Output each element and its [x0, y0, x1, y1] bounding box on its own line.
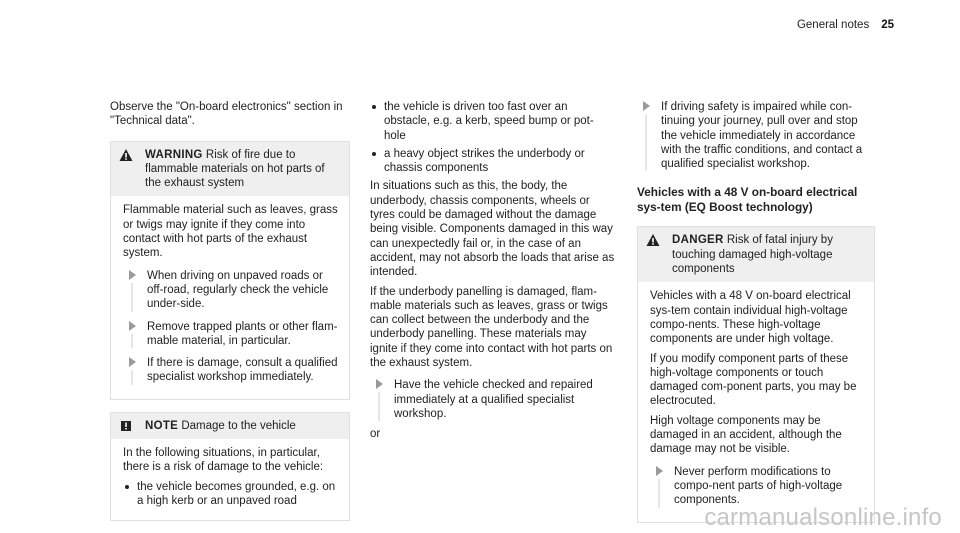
- paragraph: Vehicles with a 48 V on-board electrical sys-tem contain individual high-voltage compo-nents. These high-voltage components are under high voltage.: [650, 290, 851, 346]
- note-box: [110, 412, 350, 521]
- watermark: carmanualsonline.info: [704, 503, 942, 531]
- danger-title: Risk of fatal injury by touching damaged high-voltage components: [672, 234, 833, 276]
- note-title: Damage to the vehicle: [181, 419, 296, 432]
- paragraph: High voltage components may be damaged in an accident, although the damage may not be visible.: [650, 414, 842, 456]
- page-header: [797, 18, 894, 32]
- danger-keyword: DANGER: [672, 234, 724, 247]
- warning-text: Flammable material such as leaves, grass or twigs may ignite if they come into contact with hot parts of the exhaust system.: [123, 204, 338, 260]
- page-header-title: General notes: [796, 19, 870, 31]
- column-1: [110, 100, 350, 521]
- arrow-right-icon: [376, 379, 383, 389]
- danger-box: [637, 226, 875, 522]
- intro-text: Observe the "On-board electronics" section in "Technical data".: [110, 101, 343, 128]
- arrow-right-icon: [129, 270, 136, 280]
- paragraph: If the underbody panelling is damaged, flam-mable materials such as leaves, grass or twigs can collect between the underbody and the underbody panelling. These materials may ignite if they come into contact with hot parts on the exhaust system.: [370, 285, 613, 370]
- column-2: [370, 100, 615, 447]
- instruction-step: [370, 378, 615, 421]
- list-item: [370, 100, 615, 143]
- note-text: In the following situations, in particular, there is a risk of damage to the vehicle:: [123, 447, 324, 474]
- step-text: Never perform modifications to compo-nent parts of high-voltage components.: [674, 465, 843, 507]
- page-number: 25: [881, 19, 894, 31]
- or-text: or: [370, 428, 381, 441]
- instruction-step: [637, 100, 875, 171]
- arrow-right-icon: [656, 466, 663, 476]
- arrow-right-icon: [129, 357, 136, 367]
- warning-header: [111, 142, 349, 197]
- warning-step-text: Remove trapped plants or other flam-mable material, in particular.: [147, 320, 338, 347]
- warning-step-text: When driving on unpaved roads or off-road, regularly check the vehicle under-side.: [147, 269, 329, 311]
- note-body: [111, 439, 349, 520]
- warning-step-text: If there is damage, consult a qualified specialist workshop immediately.: [147, 357, 338, 384]
- list-item-text: a heavy object strikes the underbody or chassis components: [384, 147, 585, 175]
- danger-header: [638, 227, 874, 282]
- warning-triangle-icon: [646, 233, 660, 247]
- list-item-text: the vehicle becomes grounded, e.g. on a high kerb or an unpaved road: [137, 480, 336, 507]
- note-keyword: NOTE: [145, 419, 179, 432]
- list-item: [370, 147, 615, 176]
- paragraph: If you modify component parts of these high-voltage components or touch damaged com-ponent parts, you may be electrocuted.: [650, 352, 857, 408]
- list-item-text: the vehicle is driven too fast over an obstacle, e.g. a kerb, speed bump or pot-hole: [384, 101, 594, 142]
- arrow-right-icon: [129, 321, 136, 331]
- warning-triangle-icon: [119, 148, 133, 162]
- warning-step: [123, 320, 341, 349]
- warning-body: [111, 196, 349, 398]
- note-header: [111, 413, 349, 439]
- warning-step: [123, 269, 341, 312]
- step-text: Have the vehicle checked and repaired immediately at a qualified specialist workshop.: [394, 379, 593, 420]
- list-item: [123, 480, 341, 509]
- paragraph: In situations such as this, the body, the underbody, chassis components, wheels or tyres could be damaged without the damage being visible. Components damaged in this way can unexpectedly fail or, in the case of an accident, may not absorb the loads that arise as intended.: [370, 180, 615, 279]
- section-heading: Vehicles with a 48 V on-board electrical sys-tem (EQ Boost technology): [637, 185, 858, 214]
- warning-step: [123, 356, 341, 385]
- warning-title: Risk of fire due to flammable materials on hot parts of the exhaust system: [145, 148, 325, 190]
- note-square-icon: [119, 419, 133, 433]
- warning-keyword: WARNING: [145, 148, 203, 161]
- danger-step: [650, 465, 866, 508]
- column-3: [637, 100, 882, 523]
- arrow-right-icon: [643, 101, 650, 111]
- step-text: If driving safety is impaired while con-tinuing your journey, pull over and stop the vehicle immediately in accordance with the traffic conditions, and contact a qualified specialist workshop.: [661, 101, 863, 171]
- danger-body: [638, 282, 874, 521]
- warning-box: [110, 141, 350, 400]
